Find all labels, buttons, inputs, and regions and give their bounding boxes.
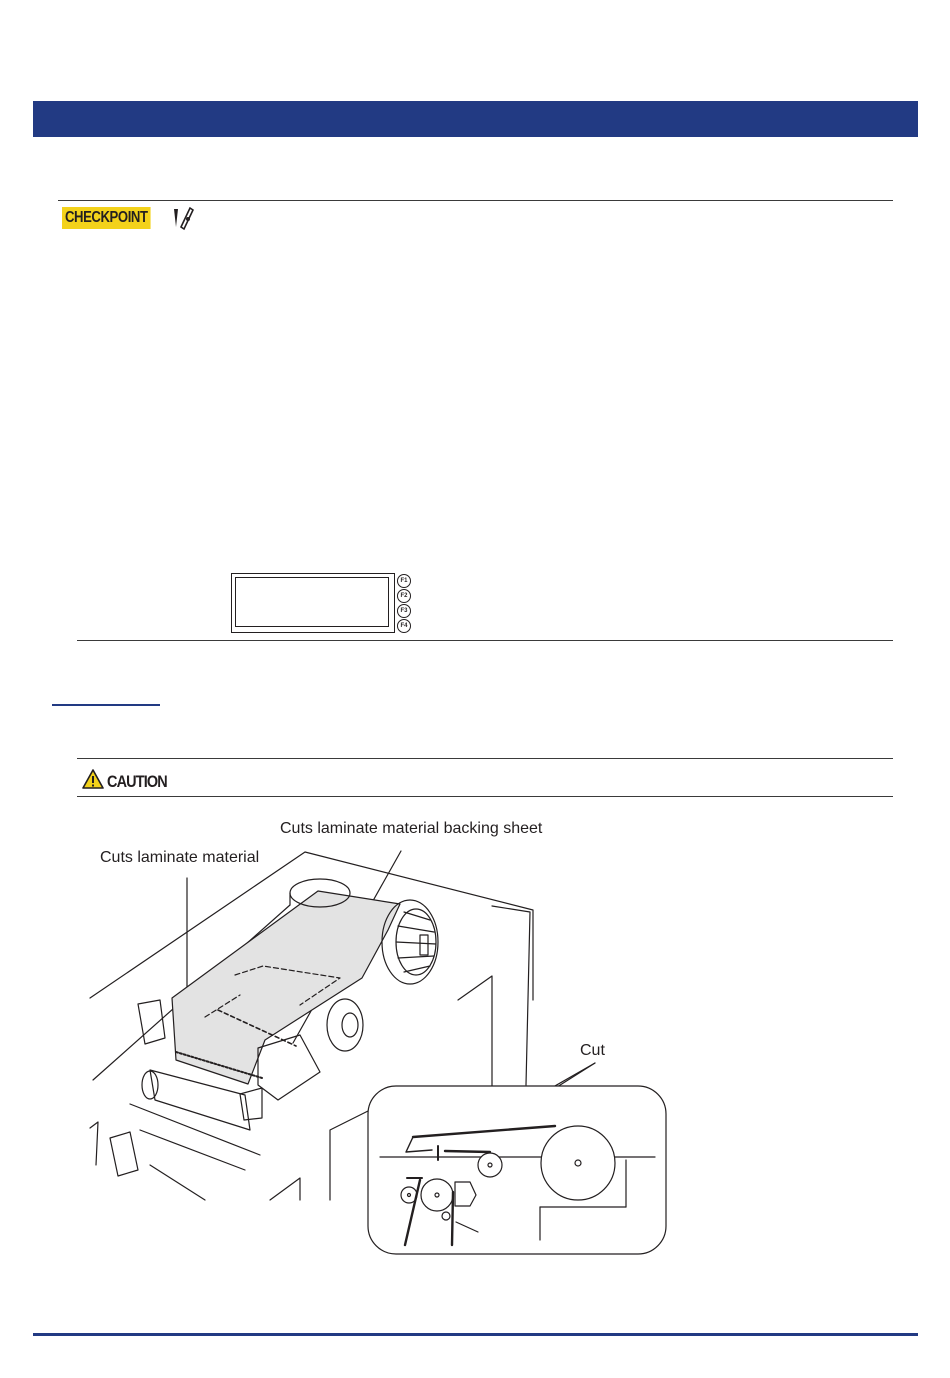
callout-cut: Cut [580, 1042, 605, 1059]
laminate-web [172, 891, 400, 1084]
divider [58, 200, 893, 201]
inset-diagram [368, 1086, 666, 1254]
caution-warning-icon [82, 768, 104, 790]
divider [77, 796, 893, 797]
lcd-screen [235, 577, 389, 627]
laminator-illustration [80, 840, 680, 1260]
footer-rule [33, 1333, 918, 1336]
header-bar [33, 101, 918, 137]
tension-knob [382, 900, 438, 984]
f4-key: F4 [397, 619, 411, 633]
checkpoint-badge: CHECKPOINT [62, 207, 151, 229]
caution-label: CAUTION [107, 772, 167, 791]
f3-key: F3 [397, 604, 411, 618]
divider [77, 758, 893, 759]
callout-backing-sheet: Cuts laminate material backing sheet [280, 820, 543, 837]
callout-laminate: Cuts laminate material [100, 849, 260, 866]
divider [77, 640, 893, 641]
checkpoint-pencil-icon [172, 205, 194, 231]
section-heading-underline [52, 704, 160, 706]
f2-key: F2 [397, 589, 411, 603]
f1-key: F1 [397, 574, 411, 588]
